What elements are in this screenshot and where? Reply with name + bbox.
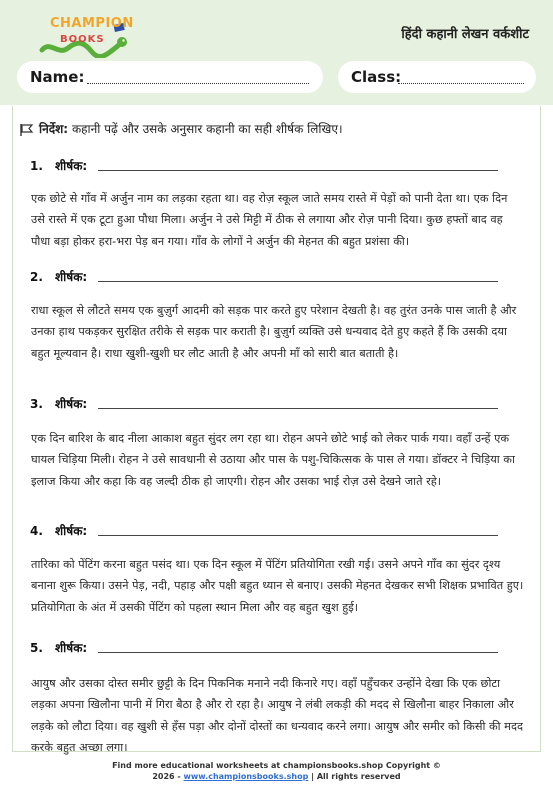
name-blank-line[interactable] [87, 83, 309, 84]
story-4: तारिका को पेंटिंग करना बहुत पसंद था। एक दिन स्कूल में पेंटिंग प्रतियोगिता रखी गई। उसने अपने गाँव का सुंदर दृश्य बनाना शुरू किया। उसने पेड़, नदी, पहाड़ और पक्षी बहुत ध्यान से बनाए। उसकी मेहनत देखकर सभी शिक्षक प्रभावित हुए। प्रतियोगिता के अंत में उसकी पेंटिंग को पहला स्थान मिला और वह बहुत खुश हुई। [31, 558, 524, 614]
instruction-text: कहानी पढ़ें और उसके अनुसार कहानी का सही शीर्षक लिखिए। [71, 122, 343, 136]
question-number: 3. [30, 397, 43, 411]
title-answer-line-3[interactable] [98, 408, 498, 409]
question-number: 4. [30, 524, 43, 538]
question-number: 5. [30, 641, 43, 655]
name-field[interactable] [17, 61, 323, 93]
story-3: एक दिन बारिश के बाद नीला आकाश बहुत सुंदर लग रहा था। रोहन अपने छोटे भाई को लेकर पार्क गया। वहाँ उन्हें एक घायल चिड़िया मिली। रोहन ने उसे सावधानी से उठाया और पास के पशु-चिकित्सक के पास ले गया। डॉक्टर ने चिड़िया का इलाज किया और कहा कि वह जल्दी ठीक हो जाएगी। रोहन और उसका भाई रोज़ उसे देखने जाते रहे। [31, 432, 515, 488]
instruction [19, 120, 343, 137]
title-answer-line-2[interactable] [98, 281, 498, 282]
logo-text-bottom: BOOKS [60, 34, 105, 45]
title-answer-line-1[interactable] [98, 170, 498, 171]
footer-year: 2026 - [152, 772, 184, 781]
question-number: 1. [30, 159, 43, 173]
logo-text-top: CHAMPION [50, 16, 134, 31]
class-field[interactable] [338, 61, 536, 93]
title-label: शीर्षक: [55, 270, 88, 284]
page-footer [0, 760, 553, 782]
title-label: शीर्षक: [55, 524, 88, 538]
page-header [0, 0, 553, 105]
champion-books-logo [36, 14, 136, 58]
name-label: Name: [30, 68, 85, 86]
title-answer-line-5[interactable] [98, 652, 498, 653]
title-question-3 [30, 395, 87, 412]
footer-rights: | All rights reserved [308, 772, 401, 781]
footer-line-2 [0, 771, 553, 782]
instruction-label: निर्देश: [39, 122, 69, 136]
class-blank-line[interactable] [398, 83, 524, 84]
title-label: शीर्षक: [55, 397, 88, 411]
flag-icon [19, 123, 35, 137]
story-1: एक छोटे से गाँव में अर्जुन नाम का लड़का रहता था। वह रोज़ स्कूल जाते समय रास्ते में पेड़ों को पानी देता था। एक दिन उसे रास्ते में एक टूटा हुआ पौधा मिला। अर्जुन ने उसे मिट्टी में ठीक से लगाया और रोज़ पानी दिया। कुछ हफ्तों बाद वह पौधा बड़ा होकर हरा-भरा पेड़ बन गया। गाँव के लोगों ने अर्जुन की मेहनत की बहुत प्रशंसा की। [31, 192, 508, 248]
title-question-5 [30, 639, 87, 656]
title-question-2 [30, 268, 87, 285]
worksheet-title: हिंदी कहानी लेखन वर्कशीट [401, 27, 529, 42]
title-question-1 [30, 157, 87, 174]
title-question-4 [30, 522, 87, 539]
story-5: आयुष और उसका दोस्त समीर छुट्टी के दिन पिकनिक मनाने नदी किनारे गए। वहाँ पहुँचकर उन्होंने देखा कि एक छोटा लड़का अपना खिलौना पानी में गिरा बैठा है और रो रहा है। आयुष ने लंबी लकड़ी की मदद से खिलौना बाहर निकाला और लड़के को लौटा दिया। वह खुशी से हँस पड़ा और दोनों दोस्तों का धन्यवाद करने लगा। आयुष और समीर को किसी की मदद करके बहुत अच्छा लगा। [31, 677, 523, 754]
title-label: शीर्षक: [55, 159, 88, 173]
story-2: राधा स्कूल से लौटते समय एक बुज़ुर्ग आदमी को सड़क पार करते हुए परेशान देखती है। वह तुरंत उनके पास जाती है और उनका हाथ पकड़कर सुरक्षित तरीके से सड़क पार कराती है। बुज़ुर्ग व्यक्ति उसे धन्यवाद देते हुए कहते हैं कि उसकी दया बहुत मूल्यवान है। राधा खुशी-खुशी घर लौट आती है और अपनी माँ को सारी बात बताती है। [31, 304, 517, 360]
question-number: 2. [30, 270, 43, 284]
class-label: Class: [351, 68, 402, 86]
website-link[interactable]: www.championsbooks.shop [183, 772, 309, 781]
footer-line-1: Find more educational worksheets at championsbooks.shop Copyright © [112, 761, 441, 770]
title-answer-line-4[interactable] [98, 535, 498, 536]
title-label: शीर्षक: [55, 641, 88, 655]
